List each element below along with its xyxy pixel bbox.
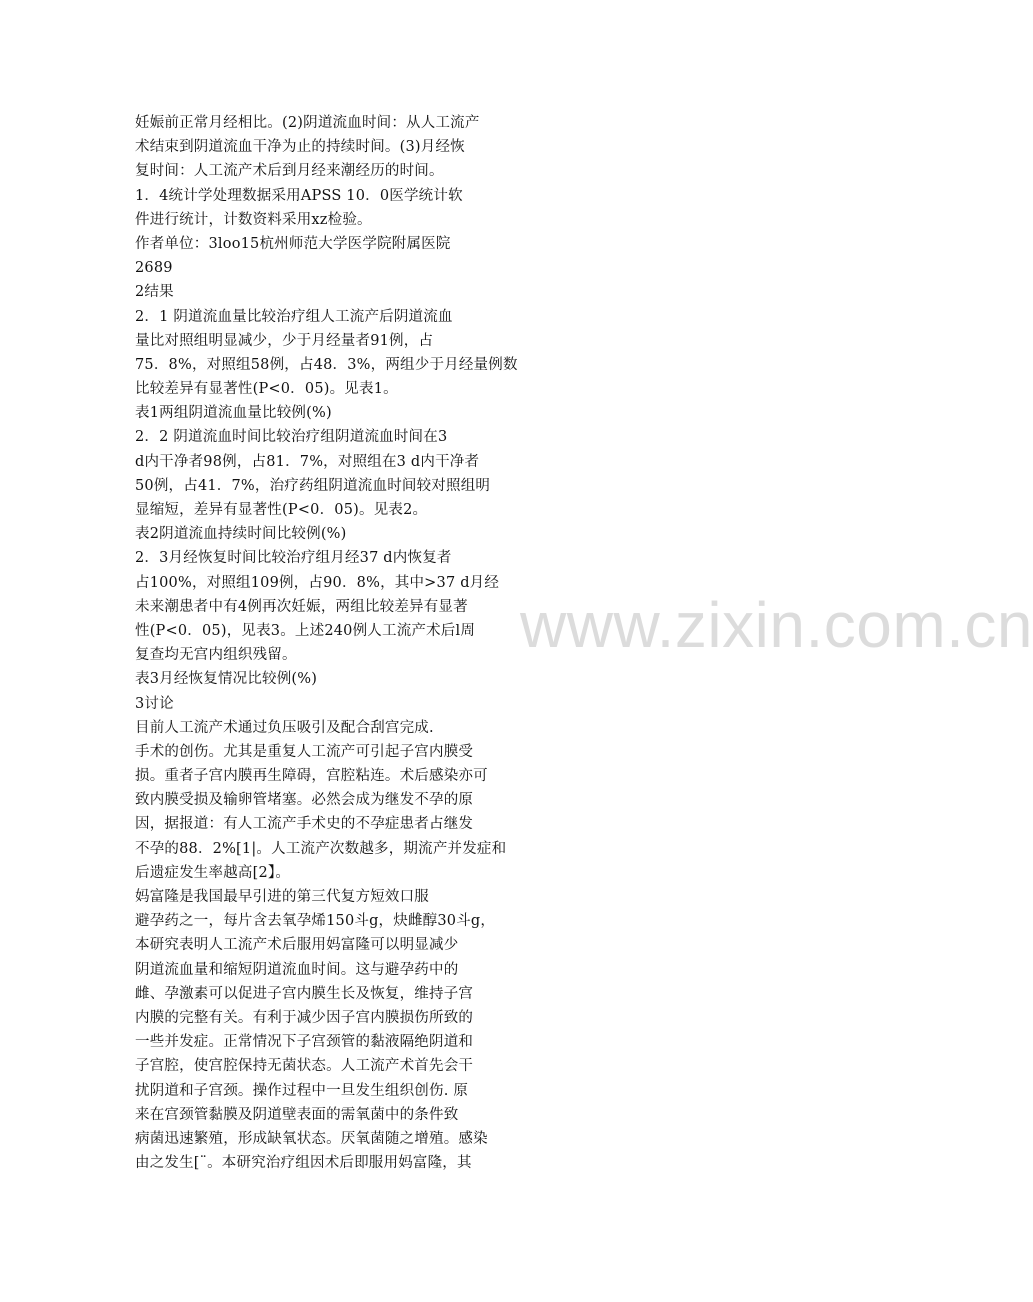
section-heading-results: 2结果: [135, 284, 174, 301]
text-line: 2．2 阴道流血时间比较治疗组阴道流血时间在3: [135, 429, 448, 446]
text-line: 复查均无宫内组织残留。: [135, 647, 297, 664]
text-line: 本研究表明人工流产术后服用妈富隆可以明显减少: [135, 937, 459, 954]
text-line: 雌、孕激素可以促进子宫内膜生长及恢复，维持子宫: [135, 985, 474, 1002]
text-line: 由之发生[¨。本研究治疗组因术后即服用妈富隆，其: [135, 1155, 472, 1172]
text-line: 复时间：人工流产术后到月经来潮经历的时间。: [135, 163, 444, 180]
text-line: 来在宫颈管黏膜及阴道壁表面的需氧菌中的条件致: [135, 1106, 459, 1123]
text-line: 一些并发症。正常情况下子宫颈管的黏液隔绝阴道和: [135, 1034, 474, 1051]
section-heading-discussion: 3讨论: [135, 695, 174, 712]
text-line: 不孕的88．2%[1|。人工流产次数越多，期流产并发症和: [135, 840, 507, 857]
text-line: 避孕药之一，每片含去氧孕烯150斗g，炔雌醇30斗g，: [135, 913, 496, 930]
table-caption-3: 表3月经恢复情况比较例(%): [135, 671, 318, 688]
text-line: 量比对照组明显减少，少于月经量者91例，占: [135, 332, 434, 349]
text-line: 妊娠前正常月经相比。(2)阴道流血时间：从人工流产: [135, 115, 480, 131]
text-line: 阴道流血量和缩短阴道流血时间。这与避孕药中的: [135, 961, 459, 978]
text-line: 75．8%，对照组58例，占48．3%，两组少于月经量例数: [135, 356, 518, 373]
author-affiliation: 作者单位：3loo15杭州师范大学医学院附属医院: [135, 235, 451, 252]
text-line: 未来潮患者中有4例再次妊娠，两组比较差异有显著: [135, 598, 468, 615]
text-line: 子宫腔，使宫腔保持无菌状态。人工流产术首先会干: [135, 1058, 474, 1075]
page-number: 2689: [135, 260, 173, 277]
text-line: 显缩短，差异有显著性(P<0．05)。见表2。: [135, 502, 428, 518]
text-line: d内干净者98例，占81．7%，对照组在3 d内干净者: [135, 453, 480, 470]
text-line: 目前人工流产术通过负压吸引及配合刮宫完成.: [135, 719, 434, 736]
text-line: 50例，占41．7%，治疗药组阴道流血时间较对照组明: [135, 477, 491, 494]
text-line: 性(P<0．05)，见表3。上述240例人工流产术后l周: [135, 622, 476, 639]
text-line: 手术的创伤。尤其是重复人工流产可引起子宫内膜受: [135, 743, 474, 760]
text-line: 扰阴道和子宫颈。操作过程中一旦发生组织创伤. 原: [135, 1082, 469, 1099]
text-line: 内膜的完整有关。有利于减少因子宫内膜损伤所致的: [135, 1009, 474, 1026]
text-line: 占100%，对照组109例，占90．8%，其中>37 d月经: [135, 574, 500, 591]
text-line: 术结束到阴道流血干净为止的持续时间。(3)月经恢: [135, 139, 465, 156]
article-text: [135, 111, 575, 1175]
text-line: 2．3月经恢复时间比较治疗组月经37 d内恢复者: [135, 550, 452, 567]
text-line: 致内膜受损及输卵管堵塞。必然会成为继发不孕的原: [135, 792, 474, 809]
table-caption-2: 表2阴道流血持续时间比较例(%): [135, 526, 347, 543]
text-line: 病菌迅速繁殖，形成缺氧状态。厌氧菌随之增殖。感染: [135, 1130, 488, 1147]
text-line: 比较差异有显著性(P<0．05)。见表1。: [135, 381, 398, 398]
text-line: 2．1 阴道流血量比较治疗组人工流产后阴道流血: [135, 308, 453, 325]
site-watermark: www.zixin.com.cn: [520, 589, 1033, 661]
text-line: 妈富隆是我国最早引进的第三代复方短效口服: [135, 889, 429, 905]
text-line: 因，据报道：有人工流产手术史的不孕症患者占继发: [135, 816, 474, 833]
text-line: 损。重者子宫内膜再生障碍，宫腔粘连。术后感染亦可: [135, 768, 488, 785]
table-caption-1: 表1两组阴道流血量比较例(%): [135, 405, 332, 422]
section-heading-statistics: 1．4统计学处理数据采用APSS 10．0医学统计软: [135, 187, 463, 204]
text-line: 件进行统计，计数资料采用xz检验。: [135, 211, 372, 228]
text-line: 后遗症发生率越高[2】。: [135, 864, 291, 881]
